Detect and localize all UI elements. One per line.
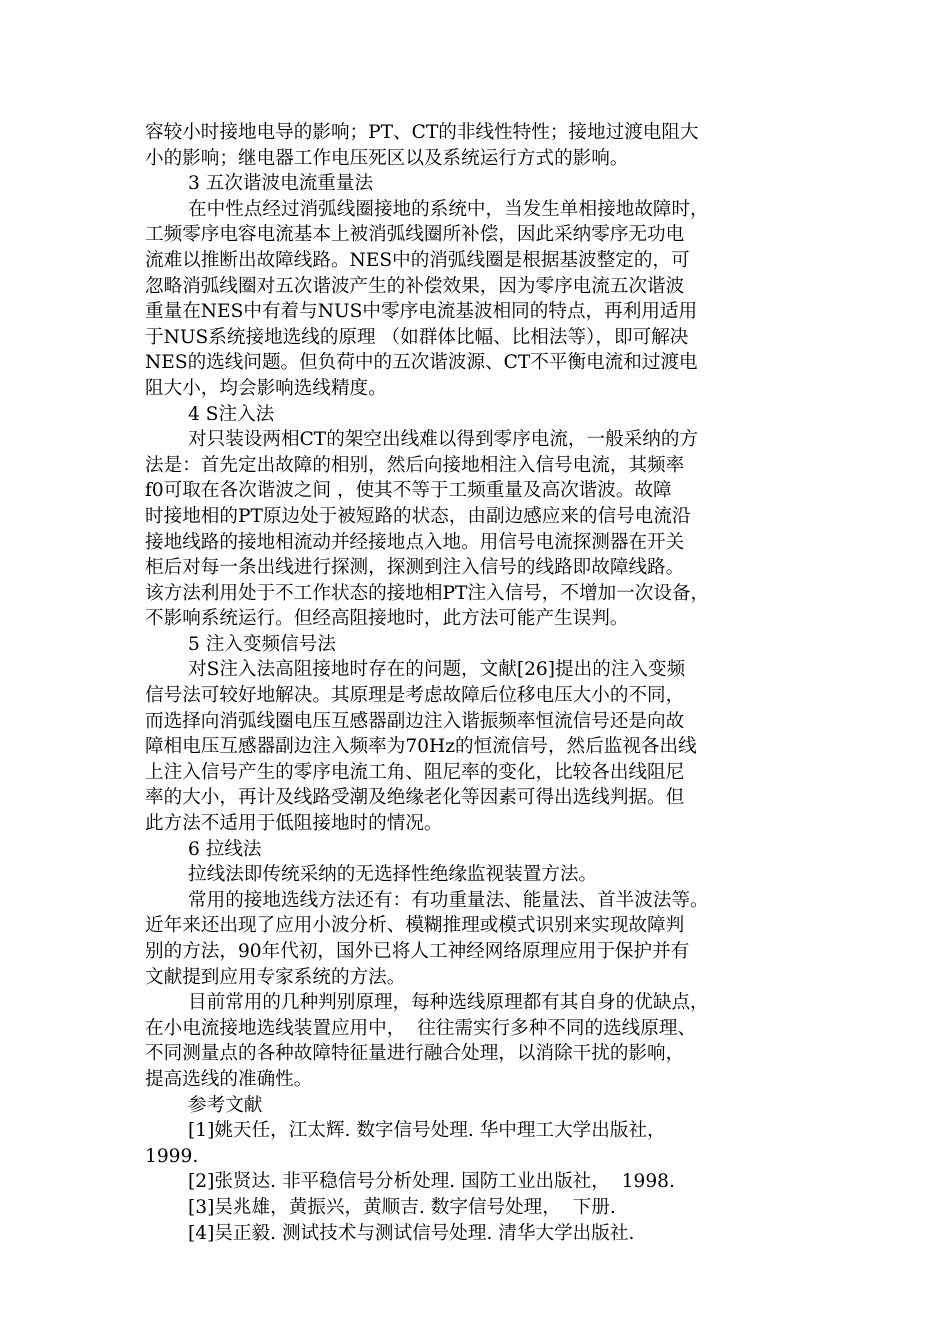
- text-line: 不影响系统运行。但经高阻接地时，此方法可能产生误判。: [145, 608, 629, 630]
- text-line: 别的方法，90年代初，国外已将人工神经网络原理应用于保护并有: [145, 941, 690, 962]
- text-line: 在中性点经过消弧线圈接地的系统中，当发生单相接地故障时，: [188, 198, 709, 220]
- section-heading: 4 S注入法: [188, 403, 275, 425]
- text-line: 不同测量点的各种故障特征量进行融合处理，以消除干扰的影响，: [145, 1043, 685, 1065]
- text-line: 常用的接地选线方法还有：有功重量法、能量法、首半波法等。: [188, 889, 709, 911]
- text-line: 提高选线的准确性。: [145, 1068, 313, 1090]
- text-line: 时接地相的PT原边处于被短路的状态，由副边感应来的信号电流沿: [145, 505, 691, 527]
- text-line: 而选择向消弧线圈电压互感器副边注入谐振频率恒流信号还是向故: [145, 710, 685, 732]
- text-line: 柜后对每一条出线进行探测，探测到注入信号的线路即故障线路。: [145, 557, 685, 579]
- text-line: 率的大小，再计及线路受潮及绝缘老化等因素可得出选线判据。但: [145, 787, 685, 809]
- text-line: 接地线路的接地相流动并经接地点入地。用信号电流探测器在开关: [145, 531, 685, 553]
- section-heading: 6 拉线法: [188, 838, 262, 860]
- text-line: 流难以推断出故障线路。NES中的消弧线圈是根据基波整定的，可: [145, 249, 690, 271]
- text-line: 在小电流接地选线装置应用中， 往往需实行多种不同的选线原理、: [145, 1017, 697, 1039]
- text-line: 忽略消弧线圈对五次谐波产生的补偿效果，因为零序电流五次谐波: [145, 275, 685, 297]
- text-line: 文献提到应用专家系统的方法。: [145, 966, 406, 988]
- references-heading: 参考文献: [188, 1094, 263, 1116]
- text-line: 工频零序电容电流基本上被消弧线圈所补偿，因此采纳零序无功电: [145, 224, 685, 246]
- text-line: 阻大小，均会影响选线精度。: [145, 377, 387, 399]
- text-line: 小的影响；继电器工作电压死区以及系统运行方式的影响。: [145, 147, 629, 169]
- reference-item: [4]吴正毅. 测试技术与测试信号处理. 清华大学出版社.: [188, 1222, 635, 1244]
- text-line: 该方法利用处于不工作状态的接地相PT注入信号，不增加一次设备，: [145, 582, 710, 604]
- text-line: 信号法可较好地解决。其原理是考虑故障后位移电压大小的不同，: [145, 685, 685, 707]
- reference-item: 1999.: [145, 1145, 199, 1167]
- text-line: f0可取在各次谐波之间 ，使其不等于工频重量及高次谐波。故障: [145, 480, 672, 502]
- document-body: [145, 120, 815, 1246]
- reference-item: [2]张贤达. 非平稳信号分析处理. 国防工业出版社， 1998.: [188, 1171, 675, 1193]
- text-line: 目前常用的几种判别原理，每种选线原理都有其自身的优缺点，: [188, 992, 709, 1014]
- text-line: 此方法不适用于低阻接地时的情况。: [145, 813, 443, 835]
- text-line: 于NUS系统接地选线的原理 （如群体比幅、比相法等），即可解决: [145, 326, 689, 348]
- text-line: 法是：首先定出故障的相别，然后向接地相注入信号电流，其频率: [145, 454, 685, 476]
- reference-item: [3]吴兆雄，黄振兴，黄顺吉. 数字信号处理， 下册.: [188, 1196, 616, 1218]
- text-line: 近年来还出现了应用小波分析、模糊推理或模式识别来实现故障判: [145, 915, 685, 937]
- text-line: 重量在NES中有着与NUS中零序电流基波相同的特点，再利用适用: [145, 301, 698, 323]
- reference-item: [1]姚天任，江太辉. 数字信号处理. 华中理工大学出版社，: [188, 1120, 666, 1142]
- text-line: 对S注入法高阻接地时存在的问题，文献[26]提出的注入变频: [188, 659, 686, 681]
- text-line: 障相电压互感器副边注入频率为70Hz的恒流信号，然后监视各出线: [145, 736, 697, 758]
- text-line: 拉线法即传统采纳的无选择性绝缘监视装置方法。: [188, 864, 598, 886]
- text-line: 对只装设两相CT的架空出线难以得到零序电流，一般采纳的方: [188, 429, 699, 451]
- text-line: 容较小时接地电导的影响；PT、CT的非线性特性；接地过渡电阻大: [145, 122, 699, 143]
- section-heading: 3 五次谐波电流重量法: [188, 173, 374, 195]
- section-heading: 5 注入变频信号法: [188, 633, 336, 655]
- text-line: 上注入信号产生的零序电流工角、阻尼率的变化，比较各出线阻尼: [145, 761, 685, 783]
- text-line: NES的选线问题。但负荷中的五次谐波源、CT不平衡电流和过渡电: [145, 352, 698, 374]
